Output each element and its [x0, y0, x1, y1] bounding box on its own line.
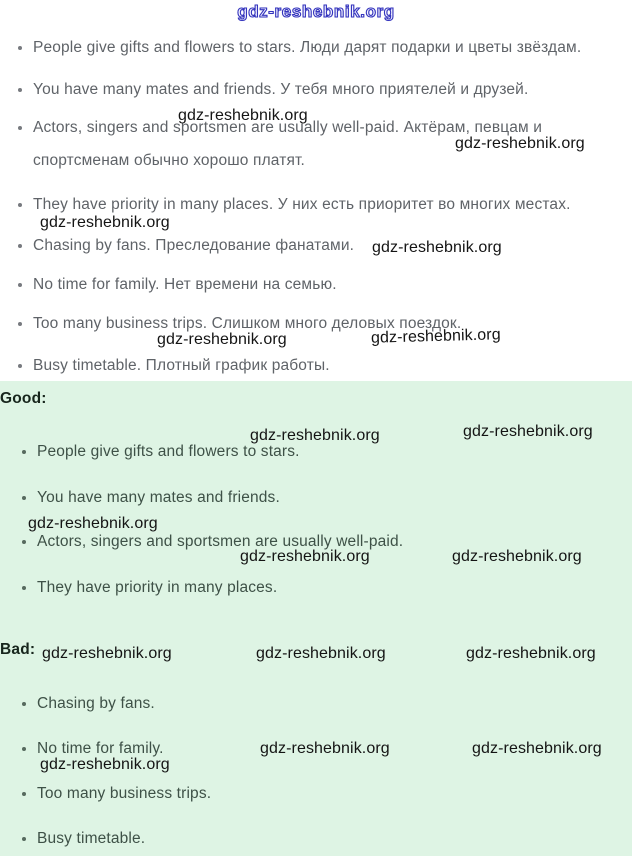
bullet-dot-icon	[18, 244, 22, 248]
bullet-dot-icon	[22, 747, 26, 751]
bullet-dot-icon	[22, 702, 26, 706]
list-item-text: You have many mates and friends. У тебя много приятелей и друзей.	[33, 81, 529, 98]
bullet-dot-icon	[22, 540, 26, 544]
list-item-text: Chasing by fans. Преследование фанатами.	[33, 237, 355, 254]
site-watermark: gdz-reshebnik.org	[40, 214, 170, 231]
list-item-text: No time for family.	[37, 740, 164, 757]
site-watermark: gdz-reshebnik.org	[455, 135, 585, 152]
bullet-dot-icon	[22, 586, 26, 590]
bullet-dot-icon	[18, 126, 22, 130]
bullet-dot-icon	[22, 837, 26, 841]
bullet-dot-icon	[18, 364, 22, 368]
list-item-text: Too many business trips.	[37, 785, 212, 802]
list-item	[22, 831, 145, 847]
list-item-text: You have many mates and friends.	[37, 489, 280, 506]
site-watermark: gdz-reshebnik.org	[372, 239, 502, 256]
site-watermark: gdz-reshebnik.org	[28, 515, 158, 532]
site-watermark: gdz-reshebnik.org	[466, 645, 596, 662]
list-item-text: Busy timetable. Плотный график работы.	[33, 357, 330, 374]
list-item-text: People give gifts and flowers to stars.	[37, 443, 300, 460]
list-item	[22, 741, 164, 757]
site-watermark: gdz-reshebnik.org	[40, 756, 170, 773]
list-item-text: Busy timetable.	[37, 830, 146, 847]
list-item	[18, 358, 330, 374]
bullet-dot-icon	[18, 88, 22, 92]
list-item-text: No time for family. Нет времени на семью.	[33, 276, 337, 293]
bullet-dot-icon	[22, 450, 26, 454]
list-item	[22, 444, 300, 460]
bullet-dot-icon	[18, 203, 22, 207]
list-item	[18, 277, 337, 293]
bullet-dot-icon	[22, 792, 26, 796]
site-watermark: gdz-reshebnik.org	[463, 423, 593, 440]
list-item-text: Too many business trips. Слишком много деловых поездок.	[33, 315, 462, 332]
list-item-text: Actors, singers and sportsmen are usually well-paid. Актёрам, певцам и	[33, 119, 543, 136]
list-item-text: People give gifts and flowers to stars. Люди дарят подарки и цветы звёздам.	[33, 39, 582, 56]
list-item	[18, 238, 354, 254]
site-watermark: gdz-reshebnik.org	[240, 548, 370, 565]
site-watermark: gdz-reshebnik.org	[256, 645, 386, 662]
list-item-text: They have priority in many places.	[37, 579, 278, 596]
list-item	[18, 197, 571, 213]
site-watermark: gdz-reshebnik.org	[370, 326, 501, 347]
site-watermark: gdz-reshebnik.org	[178, 107, 308, 124]
bullet-dot-icon	[18, 322, 22, 326]
bad-heading: Bad:	[0, 641, 36, 658]
site-watermark: gdz-reshebnik.org	[250, 427, 380, 444]
site-watermark: gdz-reshebnik.org	[452, 548, 582, 565]
site-watermark: gdz-reshebnik.org	[157, 331, 287, 348]
bullet-dot-icon	[18, 46, 22, 50]
site-watermark: gdz-reshebnik.org	[42, 645, 172, 662]
list-item	[22, 580, 277, 596]
list-item-text: They have priority in many places. У них есть приоритет во многих местах.	[33, 196, 571, 213]
list-item	[22, 490, 280, 506]
list-item-text: Actors, singers and sportsmen are usually well-paid.	[37, 533, 404, 550]
list-item-text: спортсменам обычно хорошо платят.	[33, 151, 305, 169]
list-item	[18, 82, 528, 98]
site-watermark-header: gdz-reshebnik.org	[237, 2, 395, 21]
good-heading: Good:	[0, 390, 47, 407]
site-watermark: gdz-reshebnik.org	[260, 740, 390, 757]
list-item-text: Chasing by fans.	[37, 695, 155, 712]
bullet-dot-icon	[22, 496, 26, 500]
list-item	[22, 696, 155, 712]
list-item	[22, 786, 211, 802]
bullet-dot-icon	[18, 283, 22, 287]
site-watermark: gdz-reshebnik.org	[472, 740, 602, 757]
list-item	[18, 40, 581, 56]
